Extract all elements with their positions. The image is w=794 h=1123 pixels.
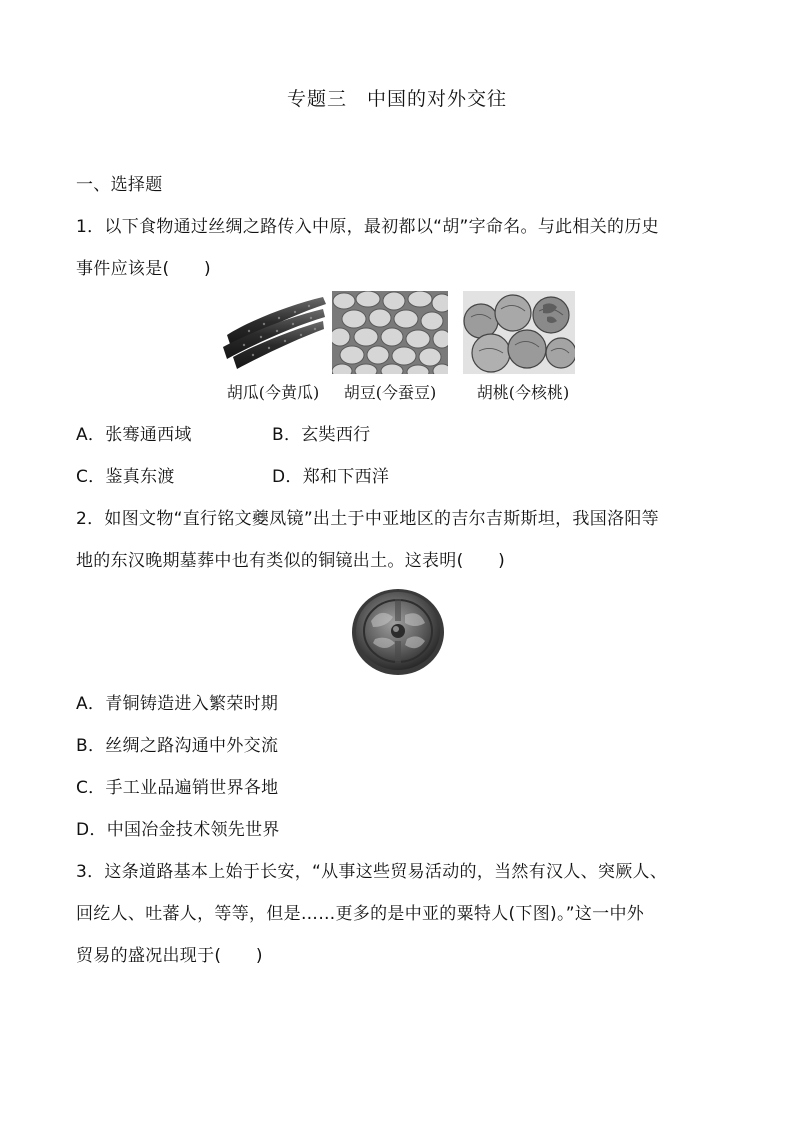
section-heading: 一、选择题 (76, 175, 163, 195)
question-3-stem-line-1: 3．这条道路基本上始于长安，“从事这些贸易活动的，当然有汉人、突厥人、 (76, 862, 668, 882)
page-title: 专题三 中国的对外交往 (286, 88, 507, 110)
question-2-stem-line-1: 2．如图文物“直行铭文夔凤镜”出土于中亚地区的吉尔吉斯斯坦，我国洛阳等 (76, 509, 659, 529)
question-1-option-a: A．张骞通西域 (76, 425, 192, 445)
broad-beans-photo (332, 291, 448, 374)
walnuts-photo (463, 291, 575, 374)
question-2-option-a: A．青铜铸造进入繁荣时期 (76, 694, 279, 714)
question-1-stem-line-1: 1．以下食物通过丝绸之路传入中原，最初都以“胡”字命名。与此相关的历史 (76, 217, 659, 237)
question-3-stem-line-2: 回纥人、吐蕃人，等等，但是……更多的是中亚的粟特人(下图)。”这一中外 (76, 904, 645, 924)
question-1-stem-line-2: 事件应该是( ) (76, 259, 211, 279)
question-2-option-d: D．中国冶金技术领先世界 (76, 820, 280, 840)
food-caption-broad-bean: 胡豆(今蚕豆) (343, 383, 437, 402)
question-1-option-b: B．玄奘西行 (272, 425, 371, 445)
question-1-option-d: D．郑和下西洋 (272, 467, 390, 487)
food-caption-cucumber: 胡瓜(今黄瓜) (226, 383, 320, 402)
bronze-mirror-photo (349, 585, 447, 677)
cucumbers-photo (219, 291, 327, 374)
question-2-stem-line-2: 地的东汉晚期墓葬中也有类似的铜镜出土。这表明( ) (76, 551, 506, 571)
food-caption-walnut: 胡桃(今核桃) (476, 383, 570, 402)
question-1-option-c: C．鉴真东渡 (76, 467, 175, 487)
question-1-images (219, 291, 579, 411)
question-2-option-c: C．手工业品遍销世界各地 (76, 778, 279, 798)
question-2-option-b: B．丝绸之路沟通中外交流 (76, 736, 279, 756)
question-3-stem-line-3: 贸易的盛况出现于( ) (76, 946, 263, 966)
